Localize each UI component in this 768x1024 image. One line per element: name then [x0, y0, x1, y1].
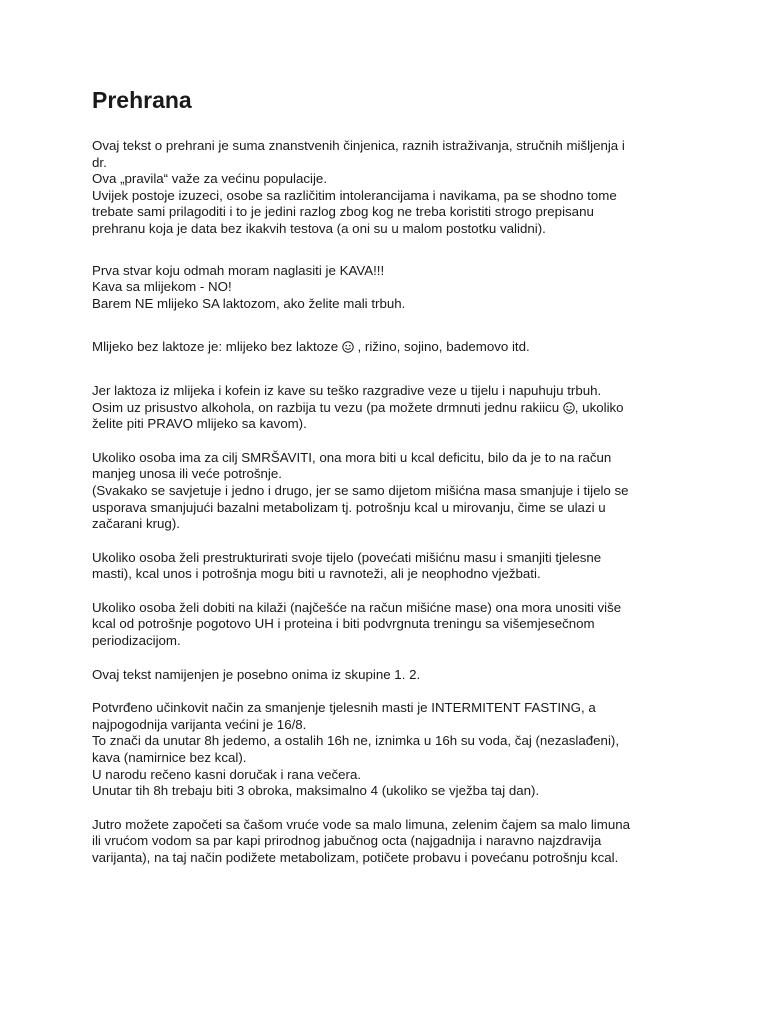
- text-line: Kava sa mlijekom - NO!: [92, 279, 232, 295]
- text-line: masti), kcal unos i potrošnja mogu biti u ravnoteži, ali je neophodno vježbati.: [92, 566, 541, 582]
- paragraph-laktoza: [92, 383, 678, 433]
- text-line: periodizacijom.: [92, 633, 181, 649]
- smiley-icon: [342, 341, 354, 353]
- paragraph-intro: [92, 138, 678, 238]
- text-line: Prva stvar koju odmah moram naglasiti je KAVA!!!: [92, 262, 385, 278]
- text-line: trebate sami prilagoditi i to je jedini razlog zbog kog ne treba koristiti strogo prepisanu: [92, 204, 594, 220]
- paragraph-mlijeko-bez-laktoze: [92, 339, 678, 356]
- text-line: manjeg unosa ili veće potrošnje.: [92, 466, 282, 482]
- text-line: Ovaj tekst o prehrani je suma znanstvenih činjenica, raznih istraživanja, stručnih mišljenja i: [92, 138, 625, 153]
- text-line: Ukoliko osoba ima za cilj SMRŠAVITI, ona mora biti u kcal deficitu, bilo da je to na račun: [92, 449, 612, 465]
- smiley-icon: [563, 402, 575, 414]
- text-line: dr.: [92, 154, 107, 170]
- document-page: [92, 84, 678, 867]
- text-line: Uvijek postoje izuzeci, osobe sa različitim intolerancijama i navikama, pa se shodno tome: [92, 187, 617, 203]
- text-line: U narodu rečeno kasni doručak i rana večera.: [92, 766, 362, 782]
- text-line: Ova „pravila“ važe za većinu populacije.: [92, 171, 328, 187]
- text-segment: , ukoliko: [574, 399, 624, 415]
- page-title: Prehrana: [92, 87, 192, 113]
- text-segment: Osim uz prisustvo alkohola, on razbija tu vezu (pa možete drmnuti jednu rakiicu: [92, 399, 563, 415]
- text-line: Barem NE mlijeko SA laktozom, ako želite mali trbuh.: [92, 295, 406, 311]
- text-line: (Svakako se savjetuje i jedno i drugo, jer se samo dijetom mišićna masa smanjuje i tijelo se: [92, 482, 629, 498]
- text-line: Ovaj tekst namijenjen je posebno onima iz skupine 1. 2.: [92, 666, 421, 682]
- text-line: kcal od potrošnje pogotovo UH i proteina i biti podvrgnuta treningu sa višemjesečnom: [92, 616, 595, 632]
- paragraph-skupina: [92, 667, 678, 684]
- text-line: Unutar tih 8h trebaju biti 3 obroka, maksimalno 4 (ukoliko se vježba taj dan).: [92, 783, 540, 799]
- text-segment: Mlijeko bez laktoze je: mlijeko bez laktoze: [92, 339, 342, 355]
- text-line: kava (namirnice bez kcal).: [92, 750, 247, 766]
- text-line: začarani krug).: [92, 516, 180, 532]
- paragraph-intermitent-fasting: [92, 700, 678, 800]
- text-line: [92, 339, 678, 356]
- text-line: želite piti PRAVO mlijeko sa kavom).: [92, 416, 307, 432]
- paragraph-kilaza: [92, 600, 678, 650]
- text-segment: , rižino, sojino, bademovo itd.: [353, 339, 530, 355]
- text-line: usporava smanjujući bazalni metabolizam tj. potrošnju kcal u mirovanju, čime se ulazi u: [92, 499, 606, 515]
- text-line: prehranu koja je data bez ikakvih testova (a oni su u malom postotku validni).: [92, 220, 546, 236]
- text-line: najpogodnija varijanta većini je 16/8.: [92, 716, 307, 732]
- text-line: [92, 400, 678, 417]
- text-line: ili vrućom vodom sa par kapi prirodnog jabučnog octa (najgadnija i naravno najzdravija: [92, 833, 602, 849]
- paragraph-prestrukturirati: [92, 550, 678, 583]
- text-line: Jer laktoza iz mlijeka i kofein iz kave su teško razgradive veze u tijelu i napuhuju trbuh.: [92, 382, 602, 398]
- text-line: Ukoliko osoba želi dobiti na kilaži (najčešće na račun mišićne mase) ona mora unositi više: [92, 599, 622, 615]
- text-line: To znači da unutar 8h jedemo, a ostalih 16h ne, iznimka u 16h su voda, čaj (nezaslađeni),: [92, 733, 620, 749]
- text-line: Potvrđeno učinkovit način za smanjenje tjelesnih masti je INTERMITENT FASTING, a: [92, 700, 596, 716]
- text-line: varijanta), na taj način podižete metabolizam, potičete probavu i povećanu potrošnju kcal.: [92, 850, 619, 865]
- text-line: Ukoliko osoba želi prestrukturirati svoje tijelo (povećati mišićnu masu i smanjiti tjelesne: [92, 549, 602, 565]
- paragraph-jutro: [92, 817, 678, 867]
- paragraph-kava: [92, 263, 678, 313]
- paragraph-smrsaviti: [92, 450, 678, 533]
- text-line: Jutro možete započeti sa čašom vruće vode sa malo limuna, zelenim čajem sa malo limuna: [92, 816, 631, 832]
